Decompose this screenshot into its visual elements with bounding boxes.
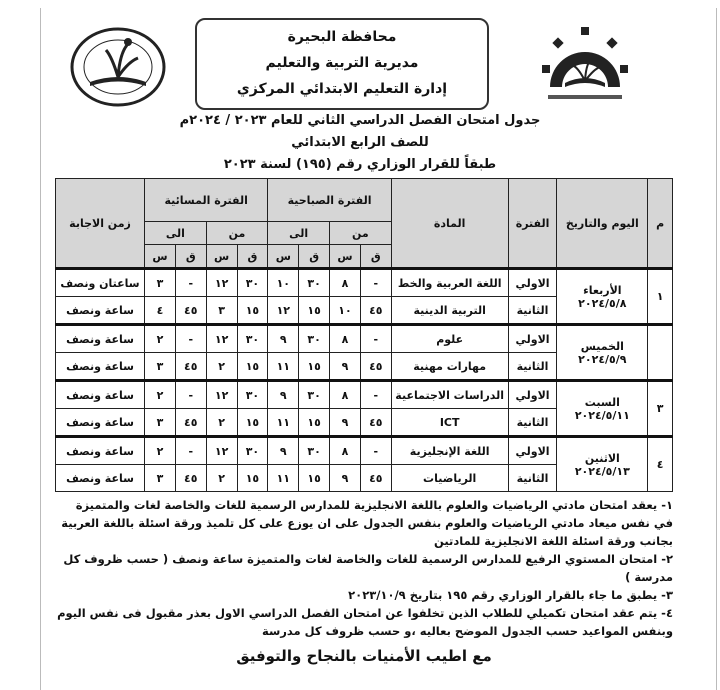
- time-cell: ٤٥: [360, 409, 391, 437]
- exam-date: ٢٠٢٤/٥/٨: [578, 296, 627, 310]
- header-morning: الفترة الصباحية: [268, 179, 391, 222]
- period-cell: الثانية: [508, 297, 557, 325]
- time-cell: -: [175, 381, 206, 409]
- time-cell: ٢: [145, 325, 176, 353]
- header-period: الفترة: [508, 179, 557, 269]
- duration-cell: ساعة ونصف: [56, 353, 145, 381]
- duration-cell: ساعتان ونصف: [56, 269, 145, 297]
- header-evening: الفترة المسائية: [145, 179, 268, 222]
- time-cell: ١٢: [206, 381, 237, 409]
- document-body: [55, 178, 675, 666]
- period-cell: الاولي: [508, 381, 557, 409]
- time-cell: ١٥: [237, 409, 268, 437]
- time-cell: ٢: [145, 437, 176, 465]
- header-minute: ق: [175, 245, 206, 269]
- directorate-logo-left: [68, 22, 168, 112]
- time-cell: ٤٥: [360, 353, 391, 381]
- time-cell: ٣٠: [299, 437, 330, 465]
- note-1: ١- يعقد امتحان مادتي الرياضيات والعلوم باللغة الانجليزية للمدارس الرسمية للغات والخاصة لغات والمتميزة في نفس ميعاد مادتي الرياضيات والعلوم بنفس الجدول على ان يوزع على كل تلميذ ورقة اسئلة باللغة العربية بجانب ورقة اسئلة اللغة الانجليزية للمادتين: [61, 498, 673, 548]
- time-cell: ١٥: [237, 465, 268, 492]
- row-number: ٣: [648, 381, 673, 437]
- subject-cell: ICT: [391, 409, 508, 437]
- time-cell: -: [175, 437, 206, 465]
- time-cell: ٩: [330, 353, 361, 381]
- day-name: الاثنين: [584, 451, 620, 465]
- note-4: ٤- يتم عقد امتحان تكميلي للطلاب الذين تخلفوا عن امتحان الفصل الدراسي الاول بعذر مقبول فى نفس اليوم وبنفس المواعيد حسب الجدول الموضح بعاليه ،و حسب ظروف كل مدرسة: [57, 606, 673, 638]
- time-cell: ٣٠: [299, 269, 330, 297]
- time-cell: ١٥: [299, 353, 330, 381]
- duration-cell: ساعة ونصف: [56, 381, 145, 409]
- time-cell: ٤٥: [175, 353, 206, 381]
- time-cell: ٤٥: [360, 465, 391, 492]
- row-number: ٤: [648, 437, 673, 492]
- time-cell: ٩: [268, 381, 299, 409]
- subject-cell: التربية الدينية: [391, 297, 508, 325]
- subject-cell: اللغة العربية والخط: [391, 269, 508, 297]
- day-name: السبت: [584, 395, 620, 409]
- day-date-cell: [557, 269, 648, 325]
- time-cell: ٨: [330, 381, 361, 409]
- time-cell: ١٠: [268, 269, 299, 297]
- time-cell: -: [360, 325, 391, 353]
- time-cell: ٢: [206, 353, 237, 381]
- header-duration: زمن الاجابة: [56, 179, 145, 269]
- subject-cell: علوم: [391, 325, 508, 353]
- time-cell: ٨: [330, 325, 361, 353]
- time-cell: -: [360, 381, 391, 409]
- duration-cell: ساعة ونصف: [56, 437, 145, 465]
- directorate-name: مديرية التربية والتعليم: [265, 55, 419, 71]
- row-number: ١: [648, 269, 673, 325]
- time-cell: ١١: [268, 353, 299, 381]
- decree-title: طبقاً للقرار الوزاري رقم (١٩٥) لسنة ٢٠٢٣: [223, 157, 497, 172]
- header-day-date: اليوم والتاريخ: [557, 179, 648, 269]
- header-subject: المادة: [391, 179, 508, 269]
- exam-date: ٢٠٢٤/٥/٩: [578, 352, 627, 366]
- time-cell: ٤٥: [175, 409, 206, 437]
- period-cell: الثانية: [508, 465, 557, 492]
- time-cell: ٣: [145, 409, 176, 437]
- time-cell: -: [175, 325, 206, 353]
- time-cell: ١٥: [299, 297, 330, 325]
- time-cell: ٩: [268, 437, 299, 465]
- header-box: [195, 18, 489, 110]
- time-cell: ١٥: [299, 465, 330, 492]
- row-number: [648, 325, 673, 381]
- time-cell: ٣٠: [237, 269, 268, 297]
- time-cell: ٤٥: [175, 465, 206, 492]
- grade-title: للصف الرابع الابتدائي: [291, 135, 429, 150]
- duration-cell: ساعة ونصف: [56, 297, 145, 325]
- note-3: ٣- يطبق ما جاء بالقرار الوزاري رقم ١٩٥ بتاريخ ٢٠٢٣/١٠/٩: [348, 588, 673, 602]
- header-hour: س: [330, 245, 361, 269]
- time-cell: ٤٥: [360, 297, 391, 325]
- time-cell: ٣٠: [237, 437, 268, 465]
- period-cell: الثانية: [508, 409, 557, 437]
- time-cell: ٢: [206, 465, 237, 492]
- time-cell: ٩: [330, 465, 361, 492]
- header-hour: س: [206, 245, 237, 269]
- time-cell: ٣٠: [237, 325, 268, 353]
- exam-schedule-title: جدول امتحان الفصل الدراسي الثاني للعام ٢٠٢٣ / ٢٠٢٤م: [179, 113, 541, 128]
- period-cell: الاولي: [508, 437, 557, 465]
- time-cell: ٣: [145, 269, 176, 297]
- header-minute: ق: [299, 245, 330, 269]
- subject-cell: الرياضيات: [391, 465, 508, 492]
- time-cell: ٢: [145, 381, 176, 409]
- duration-cell: ساعة ونصف: [56, 325, 145, 353]
- duration-cell: ساعة ونصف: [56, 409, 145, 437]
- time-cell: ١٥: [299, 409, 330, 437]
- time-cell: ١٥: [237, 297, 268, 325]
- time-cell: ١٥: [237, 353, 268, 381]
- time-cell: ١٢: [268, 297, 299, 325]
- time-cell: -: [360, 269, 391, 297]
- time-cell: ٨: [330, 437, 361, 465]
- day-date-cell: [557, 437, 648, 492]
- time-cell: ٤٥: [175, 297, 206, 325]
- header-num: م: [648, 179, 673, 269]
- header-morning-to: الى: [268, 222, 330, 245]
- time-cell: ٣: [206, 297, 237, 325]
- time-cell: ٣: [145, 465, 176, 492]
- period-cell: الاولي: [508, 269, 557, 297]
- header-evening-to: الى: [145, 222, 207, 245]
- header-hour: س: [145, 245, 176, 269]
- exam-date: ٢٠٢٤/٥/١٣: [574, 464, 630, 478]
- exam-schedule-table: [55, 178, 673, 492]
- note-2: ٢- امتحان المستوي الرفيع للمدارس الرسمية للغات والخاصة لغات والمتميزة ساعة ونصف ( حسب ظروف كل مدرسة ): [63, 552, 673, 584]
- notes: [55, 496, 673, 640]
- administration-name: إدارة التعليم الابتدائي المركزي: [236, 81, 448, 97]
- table-row: [56, 437, 673, 465]
- header-evening-from: من: [206, 222, 268, 245]
- subject-cell: اللغة الإنجليزية: [391, 437, 508, 465]
- time-cell: ١٠: [330, 297, 361, 325]
- header-minute: ق: [237, 245, 268, 269]
- time-cell: ٣٠: [299, 381, 330, 409]
- day-name: الأربعاء: [583, 283, 622, 297]
- time-cell: ٩: [330, 409, 361, 437]
- time-cell: -: [360, 437, 391, 465]
- time-cell: ٨: [330, 269, 361, 297]
- exam-date: ٢٠٢٤/٥/١١: [574, 408, 630, 422]
- time-cell: ٣٠: [299, 325, 330, 353]
- table-row: [56, 325, 673, 353]
- table-row: [56, 269, 673, 297]
- time-cell: ٩: [268, 325, 299, 353]
- day-date-cell: [557, 325, 648, 381]
- schedule-body: [56, 269, 673, 492]
- time-cell: ١١: [268, 409, 299, 437]
- closing-wishes: مع اطيب الأمنيات بالنجاح والتوفيق: [236, 647, 492, 665]
- time-cell: ١٢: [206, 437, 237, 465]
- header-minute: ق: [360, 245, 391, 269]
- time-cell: ٣: [145, 353, 176, 381]
- header-morning-from: من: [330, 222, 392, 245]
- document-titles: [100, 110, 620, 176]
- subject-cell: مهارات مهنية: [391, 353, 508, 381]
- time-cell: ٣٠: [237, 381, 268, 409]
- directorate-logo-right: [540, 25, 630, 115]
- day-name: الخميس: [580, 339, 624, 353]
- period-cell: الاولي: [508, 325, 557, 353]
- time-cell: ٢: [206, 409, 237, 437]
- time-cell: ١٢: [206, 325, 237, 353]
- time-cell: ١١: [268, 465, 299, 492]
- day-date-cell: [557, 381, 648, 437]
- time-cell: ٤: [145, 297, 176, 325]
- time-cell: -: [175, 269, 206, 297]
- governorate-name: محافظة البحيرة: [287, 29, 397, 45]
- header-hour: س: [268, 245, 299, 269]
- time-cell: ١٢: [206, 269, 237, 297]
- table-row: [56, 381, 673, 409]
- duration-cell: ساعة ونصف: [56, 465, 145, 492]
- subject-cell: الدراسات الاجتماعية: [391, 381, 508, 409]
- period-cell: الثانية: [508, 353, 557, 381]
